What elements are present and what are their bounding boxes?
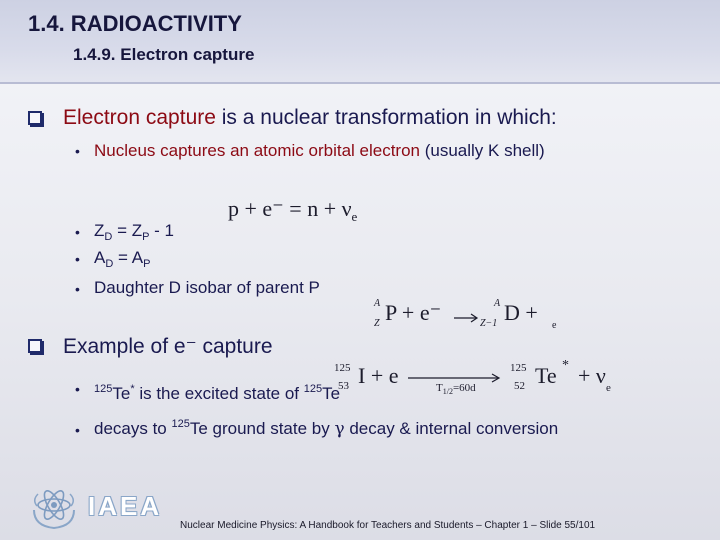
excited-star: * (130, 383, 135, 395)
tellurium-symbol: Te (535, 363, 557, 388)
neutrino-sub: e (606, 382, 611, 394)
a-sub-d: D (105, 258, 114, 270)
equation-proton-capture (228, 196, 357, 222)
equation-1-nu-sub: e (351, 209, 358, 224)
bullet-excited-state (94, 384, 340, 404)
bullet-dot-icon: • (75, 281, 80, 297)
iodine-mass-number: 125 (334, 362, 351, 374)
ground-state-text: Te ground state by (189, 419, 335, 438)
bullet-nucleus-captures (94, 141, 545, 161)
eq2-parent-side: P + e⁻ (385, 300, 442, 325)
half-life-label (436, 382, 476, 394)
z-minus-one: - 1 (149, 221, 175, 240)
te-symbol: Te (112, 384, 131, 403)
decays-text: decays to (94, 419, 172, 438)
bullet-dot-icon: • (75, 422, 80, 438)
bullet-a-relation (94, 248, 150, 268)
iodine-atomic-number: 53 (338, 380, 349, 392)
z-equals: = Z (112, 221, 143, 240)
reaction-arrow-icon (452, 312, 482, 324)
checkbox-bullet-icon (28, 339, 42, 353)
header-divider (0, 82, 720, 84)
iaea-logo-text: IAEA (88, 491, 163, 521)
bullet-z-relation (94, 221, 174, 241)
te-ground-mass: 125 (171, 418, 190, 430)
te-symbol-2: Te (322, 384, 341, 403)
equation-1-text: p + e⁻ = n + ν (228, 196, 352, 221)
bullet-highlight: Nucleus captures an atomic orbital electron (94, 141, 420, 160)
eq2-daughter-side: D + (504, 300, 538, 325)
gamma-symbol: γ (334, 419, 345, 439)
excited-text: is the excited state of (134, 384, 304, 403)
eq2-z-label: Z (374, 318, 380, 329)
a-sub-p: P (143, 258, 151, 270)
half-life-value: =60d (452, 382, 476, 394)
bullet-daughter-isobar: Daughter D isobar of parent P (94, 278, 320, 297)
excited-star-icon: * (562, 358, 569, 373)
half-life-sub: 1/2 (442, 387, 453, 396)
section-heading-example: Example of e⁻ capture (63, 335, 273, 358)
te-mass-sup: 125 (94, 383, 113, 395)
bullet-dot-icon: • (75, 143, 80, 159)
slide-subtitle: 1.4.9. Electron capture (73, 45, 255, 64)
bullet-decays-to (94, 419, 558, 439)
bullet-rest: (usually K shell) (420, 141, 545, 160)
half-life-t: T (436, 382, 443, 394)
eq2-nu-sub: e (552, 320, 557, 331)
equation-general-capture (370, 298, 570, 338)
tellurium-mass-number: 125 (510, 362, 527, 374)
bullet-dot-icon: • (75, 381, 80, 397)
eq2-daughter-z-label: Z−1 (480, 318, 498, 329)
checkbox-bullet-icon (28, 111, 42, 125)
conversion-text: decay & internal conversion (344, 419, 559, 438)
equation-iodine-decay (330, 358, 620, 400)
bullet-dot-icon: • (75, 224, 80, 240)
z-sub-d: D (104, 231, 113, 243)
iodine-plus-electron: I + e (358, 363, 399, 388)
bullet-dot-icon: • (75, 251, 80, 267)
iaea-atom-logo-icon (28, 480, 80, 532)
eq2-mass-label: A (374, 298, 381, 309)
a-equals: = A (113, 248, 144, 267)
z-sub-p: P (142, 231, 150, 243)
eq2-daughter-mass-label: A (494, 298, 501, 309)
neutrino-term: + ν (578, 363, 606, 388)
heading-rest: is a nuclear transformation in which: (215, 106, 557, 129)
a-symbol: A (94, 248, 106, 267)
section-heading-electron-capture (63, 106, 557, 130)
slide-footer: Nuclear Medicine Physics: A Handbook for Teachers and Students – Chapter 1 – Slide 55/101 (180, 520, 596, 531)
te-mass-sup-2: 125 (303, 383, 323, 395)
z-symbol: Z (94, 221, 105, 240)
tellurium-atomic-number: 52 (514, 380, 525, 392)
heading-highlight: Electron capture (63, 106, 216, 129)
slide-title: 1.4. RADIOACTIVITY (28, 11, 242, 36)
